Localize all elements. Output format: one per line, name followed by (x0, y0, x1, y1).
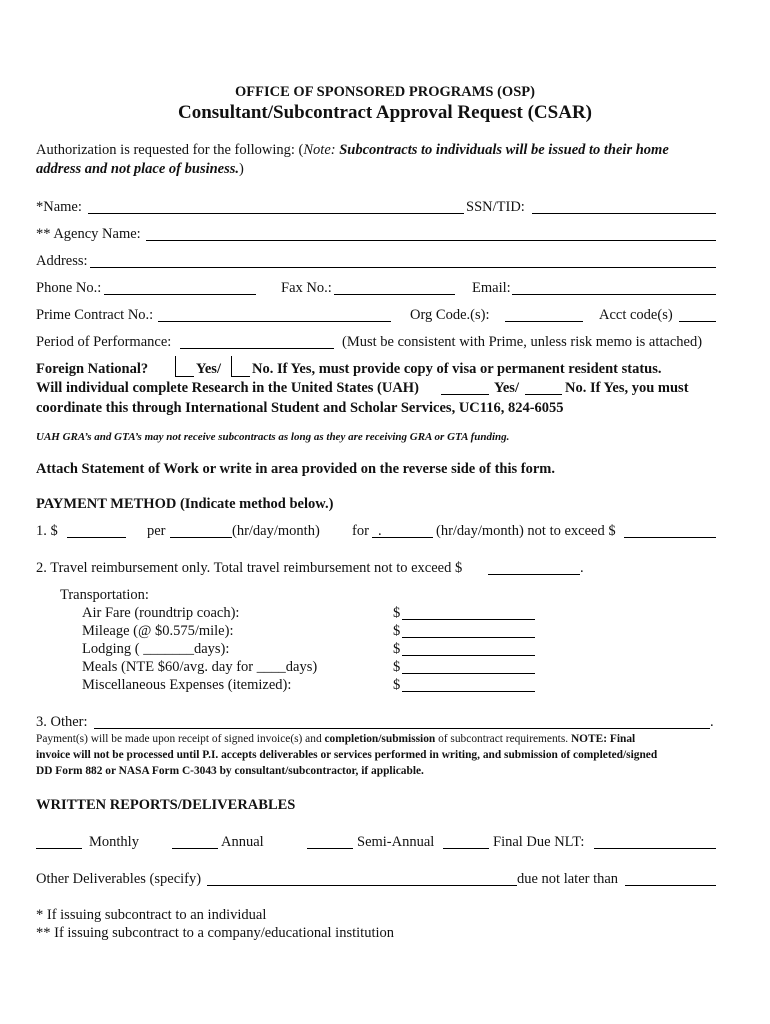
currency-sign: $ (393, 623, 401, 639)
misc-expenses-input[interactable] (402, 691, 535, 692)
org-label: Org Code.(s): (410, 307, 490, 323)
other-deliverables-label: Other Deliverables (specify) (36, 871, 202, 887)
address-label: Address: (36, 253, 88, 269)
period-input[interactable] (180, 348, 334, 349)
other-deliverables-input[interactable] (207, 885, 517, 886)
address-input[interactable] (90, 267, 716, 268)
prime-label: Prime Contract No.: (36, 307, 154, 323)
list-item: Mileage (@ $0.575/mile): (82, 623, 234, 639)
agency-label: ** Agency Name: (36, 226, 141, 242)
phone-input[interactable] (104, 294, 256, 295)
email-label: Email: (472, 280, 511, 296)
name-input[interactable] (88, 213, 464, 214)
semi-annual-input[interactable] (307, 848, 353, 849)
currency-sign: $ (393, 605, 401, 621)
final-due-input[interactable] (594, 848, 716, 849)
list-item: Miscellaneous Expenses (itemized): (82, 677, 292, 693)
foreign-yes-checkbox[interactable] (175, 356, 194, 377)
payment-opt3-end: . (710, 714, 714, 730)
gra-note: UAH GRA’s and GTA’s may not receive subcontracts as long as they are receiving GRA or GTA funding. (36, 431, 510, 443)
payment-opt1-dot: . (378, 523, 382, 539)
payment-opt1-unit2: (hr/day/month) not to exceed $ (436, 523, 616, 539)
lodging-input[interactable] (402, 655, 535, 656)
research-no-input[interactable] (525, 394, 562, 395)
due-date-input[interactable] (625, 885, 716, 886)
annual-input[interactable] (172, 848, 218, 849)
research-yes-input[interactable] (441, 394, 489, 395)
mileage-input[interactable] (402, 637, 535, 638)
payment-max-input[interactable] (624, 537, 716, 538)
form-title: Consultant/Subcontract Approval Request (CSAR) (177, 102, 592, 123)
intro-line-1: Authorization is requested for the following: (Note: Subcontracts to individuals will be issued to their home (36, 142, 669, 158)
phone-label: Phone No.: (36, 280, 102, 296)
invoice-note-line-2: invoice will not be processed until P.I. accepts deliverables or services performed in writing, and submission of completed/signed (36, 749, 658, 761)
fax-label: Fax No.: (281, 280, 332, 296)
air-fare-input[interactable] (402, 619, 535, 620)
list-item: Meals (NTE $60/avg. day for ____days) (82, 659, 318, 675)
monthly-label: Monthly (89, 834, 139, 850)
currency-sign: $ (393, 641, 401, 657)
list-item: Air Fare (roundtrip coach): (82, 605, 240, 621)
currency-sign: $ (393, 677, 401, 693)
foreign-yes-label: Yes/ (196, 361, 221, 377)
foreign-no-text: No. If Yes, must provide copy of visa or permanent resident status. (252, 361, 662, 377)
invoice-note-line-1: Payment(s) will be made upon receipt of signed invoice(s) and completion/submission of subcontract requirements. NOTE: Final (36, 733, 636, 745)
payment-opt1-unit: (hr/day/month) (232, 523, 320, 539)
ssn-input[interactable] (532, 213, 716, 214)
name-label: *Name: (36, 199, 82, 215)
period-note: (Must be consistent with Prime, unless risk memo is attached) (342, 334, 703, 350)
payment-opt1-per: per (147, 523, 166, 539)
ssn-label: SSN/TID: (466, 199, 525, 215)
research-no-text: No. If Yes, you must (565, 380, 689, 396)
footnote-company: ** If issuing subcontract to a company/educational institution (36, 925, 394, 941)
attach-statement: Attach Statement of Work or write in area provided on the reverse side of this form. (36, 461, 555, 477)
payment-opt1-num: 1. $ (36, 523, 58, 539)
agency-input[interactable] (146, 240, 716, 241)
due-label: due not later than (517, 871, 619, 887)
email-input[interactable] (512, 294, 716, 295)
foreign-no-checkbox[interactable] (231, 356, 250, 377)
final-label: Final Due NLT: (493, 834, 585, 850)
prime-input[interactable] (158, 321, 391, 322)
monthly-input[interactable] (36, 848, 82, 849)
final-check-input[interactable] (443, 848, 489, 849)
other-payment-input[interactable] (94, 728, 710, 729)
foreign-label: Foreign National? (36, 361, 149, 377)
payment-opt3: 3. Other: (36, 714, 88, 730)
coordinate-text: coordinate this through International Student and Scholar Services, UC116, 824-6055 (36, 400, 564, 416)
period-label: Period of Performance: (36, 334, 172, 350)
payment-opt2: 2. Travel reimbursement only. Total travel reimbursement not to exceed $ (36, 560, 463, 576)
acct-input[interactable] (679, 321, 716, 322)
org-input[interactable] (505, 321, 583, 322)
payment-rate-input[interactable] (67, 537, 126, 538)
annual-label: Annual (221, 834, 264, 850)
meals-input[interactable] (402, 673, 535, 674)
payment-heading: PAYMENT METHOD (Indicate method below.) (36, 496, 334, 512)
list-item: Lodging ( _______days): (82, 641, 230, 657)
fax-input[interactable] (334, 294, 455, 295)
travel-total-input[interactable] (488, 574, 580, 575)
payment-opt1-for: for (352, 523, 369, 539)
acct-label: Acct code(s) (599, 307, 673, 323)
transport-heading: Transportation: (60, 587, 149, 603)
research-yes-label: Yes/ (494, 380, 519, 396)
footnote-individual: * If issuing subcontract to an individual (36, 907, 267, 923)
payment-per-input[interactable] (170, 537, 232, 538)
research-question: Will individual complete Research in the United States (UAH) (36, 380, 419, 396)
currency-sign: $ (393, 659, 401, 675)
semi-annual-label: Semi-Annual (357, 834, 435, 850)
invoice-note-line-3: DD Form 882 or NASA Form C-3043 by consultant/subcontractor, if applicable. (36, 765, 424, 777)
office-heading: OFFICE OF SPONSORED PROGRAMS (OSP) (235, 84, 535, 100)
intro-line-2: address and not place of business.) (36, 161, 244, 177)
payment-opt2-end: . (580, 560, 584, 576)
reports-heading: WRITTEN REPORTS/DELIVERABLES (36, 797, 296, 813)
